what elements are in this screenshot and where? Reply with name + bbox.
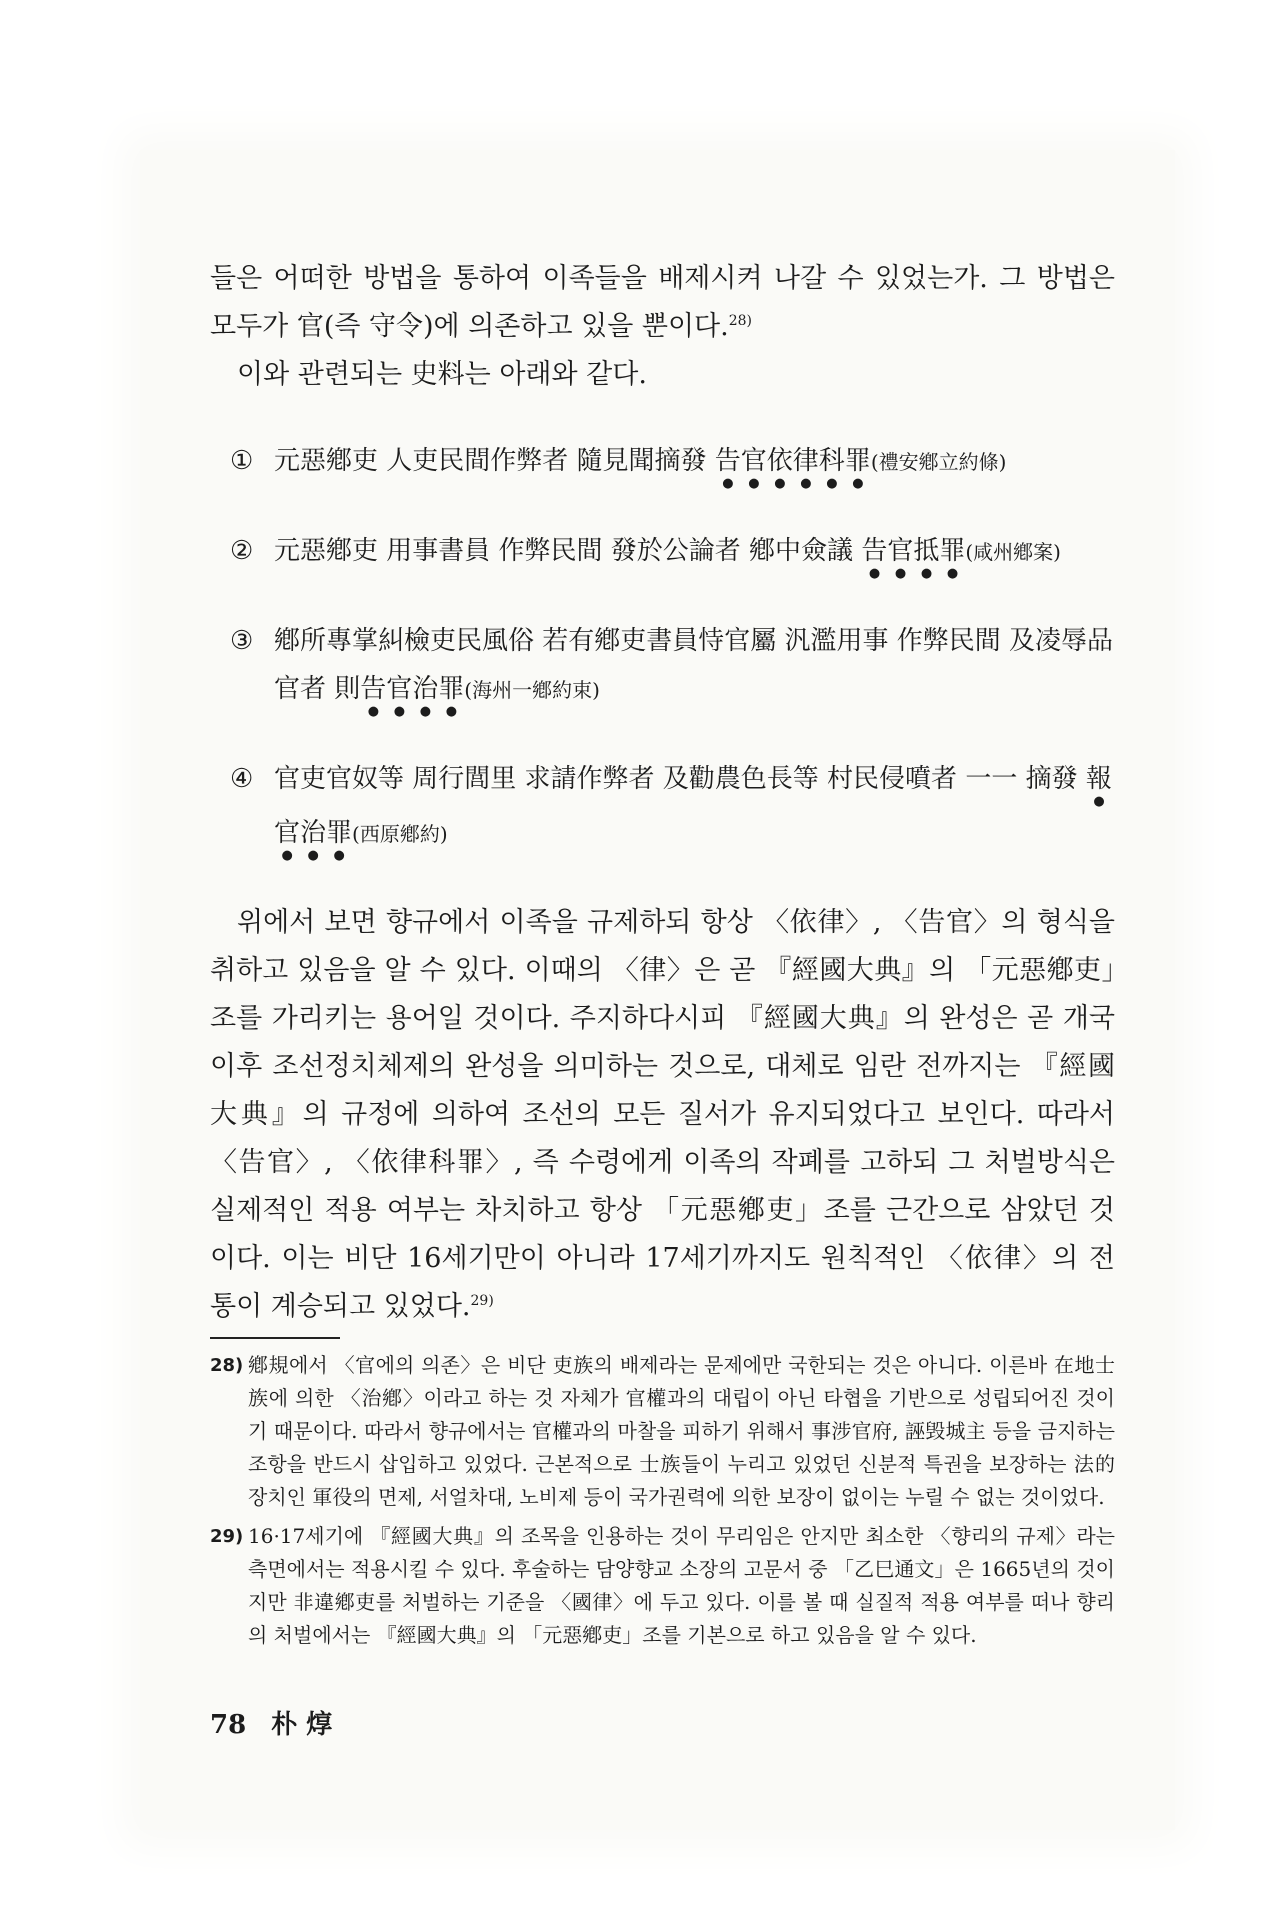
paper-page (210, 255, 1115, 1741)
footnote-text: 16·17세기에 『經國大典』의 조목을 인용하는 것이 무리임은 안지만 최소한 〈향리의 규제〉라는 측면에서는 적용시킬 수 있다. 후술하는 담양향교 소장의 고문서 중 「乙巳通文」은 1665년의 것이지만 非違鄕吏를 처벌하는 기준을 〈國律〉에 두고 있다. 이를 볼 때 실질적 적용 여부를 떠나 향리의 처벌에서는 『經國大典』의 「元惡鄕吏」조를 기본으로 하고 있음을 알 수 있다. (248, 1524, 1115, 1647)
footnote-ref-28[interactable]: 28) (728, 313, 752, 329)
author-name: 朴 焞 (271, 1710, 333, 1740)
source-number: ③ (230, 626, 254, 656)
body-paragraph-2: 이와 관련되는 史料는 아래와 같다. (237, 359, 647, 390)
footnote-divider (210, 1337, 340, 1339)
source-quotations (210, 437, 1115, 863)
source-emphasis: 告官治罪 (360, 674, 465, 704)
footnote-29 (210, 1520, 1115, 1652)
source-text: 元惡鄕吏 用事書員 作弊民間 發於公論者 鄕中僉議 (274, 536, 862, 566)
footnote-text: 鄕規에서 〈官에의 의존〉은 비단 吏族의 배제라는 문제에만 국한되는 것은 아니다. 이른바 在地士族에 의한 〈治鄕〉이라고 하는 것 자체가 官權과의 대립이 아닌 타협을 기반으로 성립되어진 것이기 때문이다. 따라서 향규에서는 官權과의 마찰을 피하기 위해서 事涉官府, 誣毁城主 등을 금지하는 조항을 반드시 삽입하고 있었다. 근본적으로 士族들이 누리고 있었던 신분적 특권을 보장하는 法的 장치인 軍役의 면제, 서얼차대, 노비제 등이 국가권력에 의한 보장이 없이는 누릴 수 없는 것이었다. (248, 1353, 1115, 1509)
source-emphasis: 告官依律科罪 (714, 446, 871, 476)
footnote-number: 28) (210, 1355, 244, 1376)
source-citation: (西原鄕約) (352, 822, 448, 846)
source-number: ① (230, 446, 254, 476)
footnote-number: 29) (210, 1526, 244, 1547)
source-citation: (禮安鄕立約條) (870, 450, 1007, 474)
source-item (230, 617, 1115, 719)
source-citation: (海州一鄕約束) (464, 678, 600, 702)
source-item (230, 527, 1115, 581)
body-paragraph-3: 위에서 보면 향규에서 이족을 규제하되 항상 〈依律〉, 〈告官〉의 형식을 취하고 있음을 알 수 있다. 이때의 〈律〉은 곧 『經國大典』의 「元惡鄕吏」조를 가리키는 용어일 것이다. 주지하다시피 『經國大典』의 완성은 곧 개국 이후 조선정치체제의 완성을 의미하는 것으로, 대체로 임란 전까지는 『經國大典』의 규정에 의하여 조선의 모든 질서가 유지되었다고 보인다. 따라서 〈告官〉, 〈依律科罪〉, 즉 수령에게 이족의 작폐를 고하되 그 처벌방식은 실제적인 적용 여부는 차치하고 항상 「元惡鄕吏」조를 근간으로 삼았던 것이다. 이는 비단 16세기만이 아니라 17세기까지도 원칙적인 〈依律〉의 전통이 계승되고 있었다.$^{29)}$ (210, 907, 1115, 1322)
page-number: 78 (210, 1710, 247, 1740)
page-footer (210, 1704, 1115, 1741)
source-number: ④ (230, 764, 254, 794)
footnote-ref-29[interactable]: 29) (470, 1293, 494, 1309)
source-item (230, 437, 1115, 491)
source-text: 元惡鄕吏 人吏民間作弊者 隨見聞摘發 (274, 446, 715, 476)
source-emphasis: 告官抵罪 (861, 536, 966, 566)
source-citation: (咸州鄕案) (965, 540, 1061, 564)
source-text: 鄕所專掌糾檢吏民風俗 若有鄕吏書員恃官屬 汎濫用事 作弊民間 及凌辱品官者 則 (274, 626, 1114, 704)
footnote-28 (210, 1349, 1115, 1514)
source-text: 官吏官奴等 周行閭里 求請作弊者 及勸農色長等 村民侵噴者 一一 摘發 (274, 764, 1086, 794)
body-paragraph-1: 들은 어떠한 방법을 통하여 이족들을 배제시켜 나갈 수 있었는가. 그 방법은 모두가 官(즉 守令)에 의존하고 있을 뿐이다.$^{28)}$ (210, 263, 1115, 342)
source-item (230, 755, 1115, 863)
source-emphasis: 報官治罪 (274, 764, 1112, 848)
source-number: ② (230, 536, 254, 566)
